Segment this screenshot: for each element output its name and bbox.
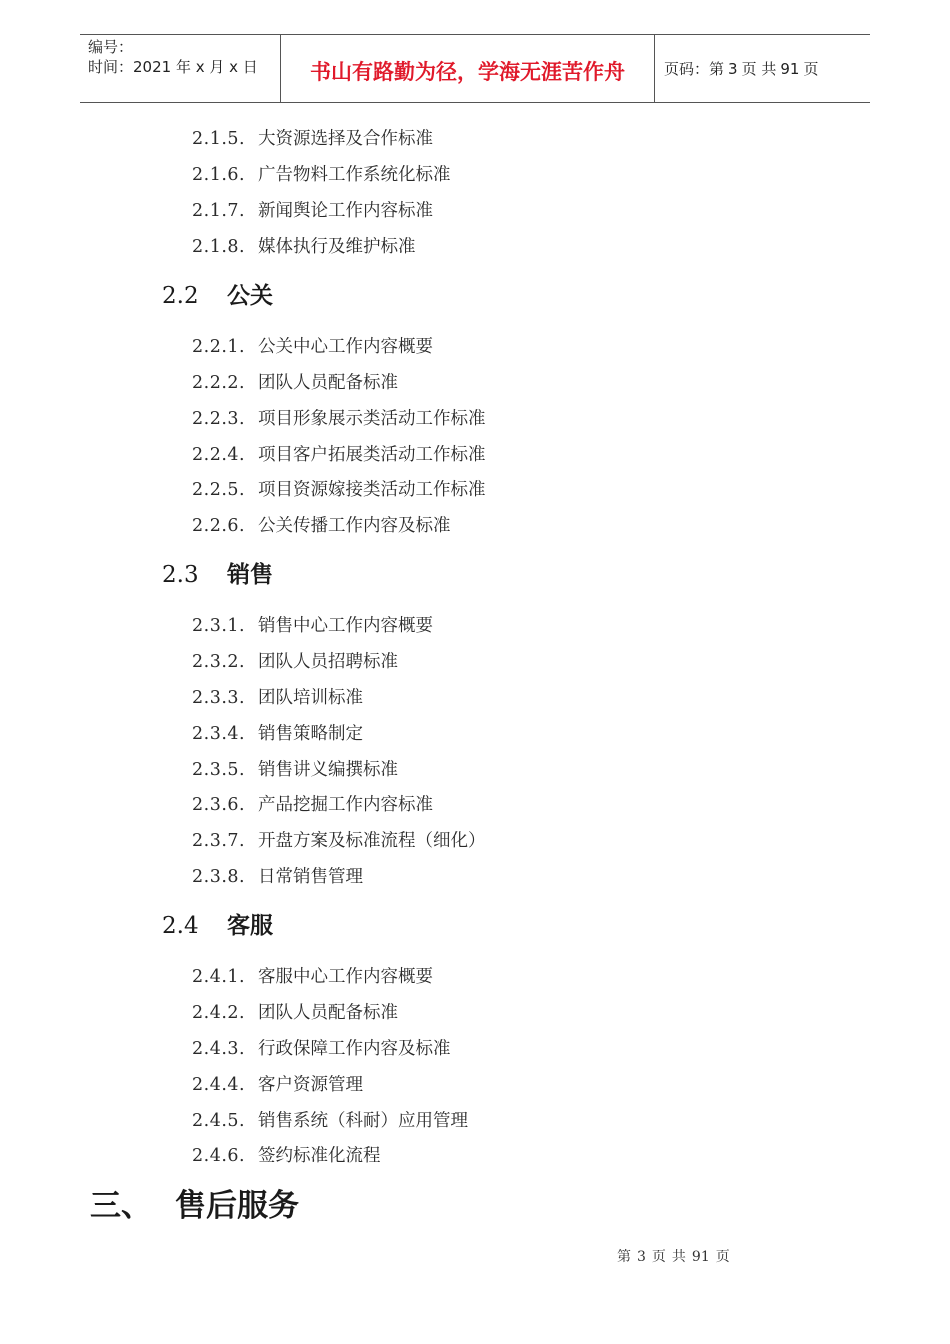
document-number-label: 编号：	[88, 38, 134, 56]
toc-item[interactable]: 2.2.3. 项目形象展示类活动工作标准	[192, 409, 486, 429]
page-footer	[617, 1246, 736, 1266]
toc-item[interactable]: 2.3.2. 团队人员招聘标准	[192, 652, 398, 672]
footer-end: 页	[715, 1249, 730, 1265]
toc-item[interactable]: 2.3.7. 开盘方案及标准流程（细化）	[192, 831, 486, 851]
footer-mid2: 共	[671, 1249, 686, 1265]
toc-item[interactable]: 2.1.5. 大资源选择及合作标准	[192, 129, 433, 149]
toc-item[interactable]: 2.1.6. 广告物料工作系统化标准	[192, 165, 451, 185]
toc-item[interactable]: 2.2.5. 项目资源嫁接类活动工作标准	[192, 480, 486, 500]
page-number: 3	[728, 59, 738, 78]
toc-item[interactable]: 2.2.6. 公关传播工作内容及标准	[192, 516, 451, 536]
page-total: 91	[780, 59, 800, 78]
toc-item[interactable]: 2.4.5. 销售系统（科耐）应用管理	[192, 1111, 468, 1131]
header-meta	[80, 35, 281, 102]
toc-item[interactable]: 2.3.5. 销售讲义编撰标准	[192, 760, 398, 780]
toc-item[interactable]: 2.2.4. 项目客户拓展类活动工作标准	[192, 445, 486, 465]
toc-item[interactable]: 2.2.2. 团队人员配备标准	[192, 373, 398, 393]
header-motto: 书山有路勤为径，学海无涯苦作舟	[281, 35, 655, 102]
toc-item[interactable]: 2.1.8. 媒体执行及维护标准	[192, 237, 416, 257]
toc-item[interactable]: 2.3.4. 销售策略制定	[192, 724, 363, 744]
page-mid: 页 共	[741, 60, 777, 78]
section-heading-2-2[interactable]: 2.2 公关	[162, 283, 273, 309]
toc-item[interactable]: 2.3.1. 销售中心工作内容概要	[192, 616, 433, 636]
footer-page: 3	[637, 1249, 646, 1265]
toc-item[interactable]: 2.3.8. 日常销售管理	[192, 867, 363, 887]
chapter-heading[interactable]: 三、 售后服务	[90, 1188, 299, 1224]
page-label: 页码：第	[664, 60, 725, 78]
toc-item[interactable]: 2.1.7. 新闻舆论工作内容标准	[192, 201, 433, 221]
footer-total: 91	[691, 1249, 710, 1265]
toc-item[interactable]: 2.4.2. 团队人员配备标准	[192, 1003, 398, 1023]
toc-item[interactable]: 2.3.3. 团队培训标准	[192, 688, 363, 708]
page-header	[80, 34, 870, 103]
footer-pre: 第	[617, 1249, 631, 1265]
toc-item[interactable]: 2.4.6. 签约标准化流程	[192, 1146, 381, 1166]
document-date: 时间：2021 年 x 月 x 日	[88, 58, 258, 76]
section-heading-2-4[interactable]: 2.4 客服	[162, 913, 273, 939]
toc-item[interactable]: 2.2.1. 公关中心工作内容概要	[192, 337, 433, 357]
toc-item[interactable]: 2.3.6. 产品挖掘工作内容标准	[192, 795, 433, 815]
toc-item[interactable]: 2.4.1. 客服中心工作内容概要	[192, 967, 433, 987]
footer-mid: 页	[651, 1249, 666, 1265]
page-end: 页	[803, 60, 819, 78]
toc-item[interactable]: 2.4.4. 客户资源管理	[192, 1075, 363, 1095]
section-heading-2-3[interactable]: 2.3 销售	[162, 562, 273, 588]
header-page-info	[655, 35, 870, 102]
toc-item[interactable]: 2.4.3. 行政保障工作内容及标准	[192, 1039, 451, 1059]
